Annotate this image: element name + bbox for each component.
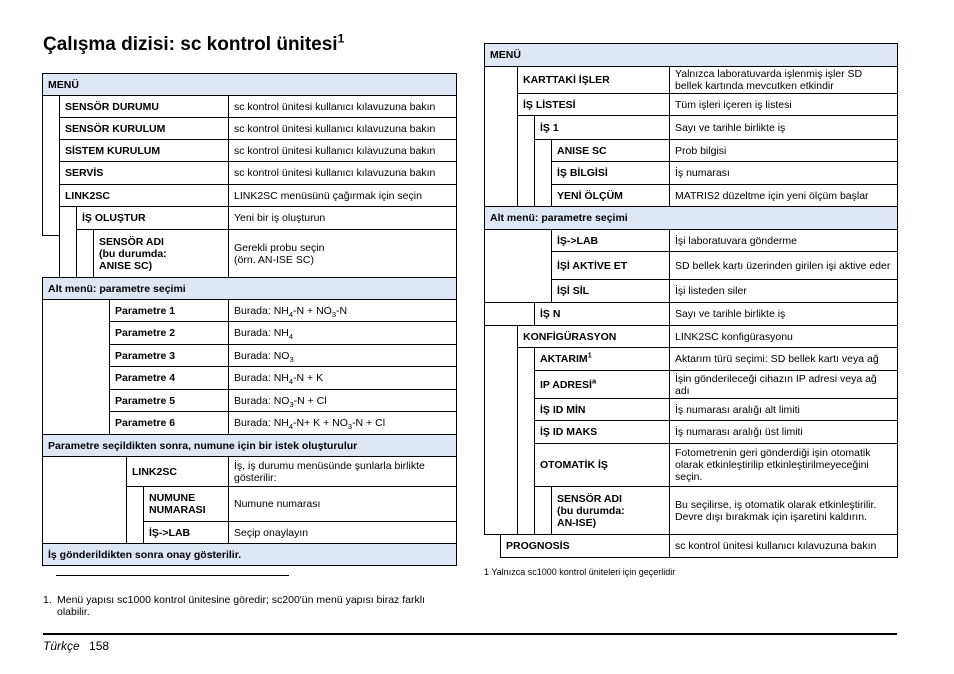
menu-item-numune-numarasi: NUMUNE NUMARASI	[143, 486, 229, 522]
param-4-label: Parametre 4	[109, 366, 229, 390]
menu-item-prognosis: PROGNOSİS	[500, 534, 670, 558]
footer-language: Türkçe	[43, 639, 80, 653]
indent-spacer	[534, 486, 552, 535]
param-6-label: Parametre 6	[109, 411, 229, 435]
menu-item-aktarim: AKTARIM$^1$	[534, 347, 670, 371]
menu-desc-is-listesi: Tüm işleri içeren iş listesi	[669, 93, 898, 116]
menu-item-sensor-adi: SENSÖR ADI (bu durumda: AN-ISE)	[551, 486, 670, 535]
menu-item-isi-sil: İŞİ SİL	[551, 279, 670, 303]
menu-header: MENÜ	[484, 43, 898, 67]
footnote-number: 1.	[43, 594, 52, 606]
menu-item-isi-aktive-et: İŞİ AKTİVE ET	[551, 251, 670, 280]
indent-spacer	[59, 206, 77, 278]
indent-spacer	[42, 95, 60, 236]
page-number: 158	[89, 639, 110, 653]
menu-desc-link2sc: LINK2SC menüsünü çağırmak için seçin	[228, 184, 457, 207]
menu-desc-servis: sc kontrol ünitesi kullanıcı kılavuzuna bakın	[228, 161, 457, 185]
param-5-label: Parametre 5	[109, 389, 229, 412]
menu-item-is-olustur: İŞ OLUŞTUR	[76, 206, 229, 230]
menu-desc-konfigurasyon: LINK2SC konfigürasyonu	[669, 325, 898, 348]
indent-spacer	[76, 229, 94, 278]
menu-desc-link2sc-2: İş, iş durumu menüsünde şunlarla birlikte gösterilir:	[228, 456, 457, 487]
menu-item-is-bilgisi: İŞ BİLGİSİ	[551, 161, 670, 185]
menu-desc-is-id-maks: İş numarası aralığı üst limiti	[669, 420, 898, 444]
menu-desc-otomatik-is: Fotometrenin geri gönderdiği işin otomatik olarak etkinleştirilip etkinleştirilmeyeceğini seçin.	[669, 443, 898, 487]
menu-desc-yeni-olcum: MATRIS2 düzeltme için yeni ölçüm başlar	[669, 184, 898, 207]
menu-desc-isi-sil: İşi listeden siler	[669, 279, 898, 303]
menu-desc-is-bilgisi: İş numarası	[669, 161, 898, 185]
menu-item-link2sc: LINK2SC	[59, 184, 229, 207]
indent-spacer	[517, 115, 535, 207]
menu-item-is-n: İŞ N	[534, 302, 670, 326]
indent-spacer	[484, 302, 535, 326]
menu-item-is-id-min: İŞ ID MİN	[534, 398, 670, 421]
menu-desc-sistem-kurulum: sc kontrol ünitesi kullanıcı kılavuzuna bakın	[228, 139, 457, 162]
menu-item-otomatik-is: OTOMATİK İŞ	[534, 443, 670, 487]
menu-desc-sensor-adi: Gerekli probu seçin (örn. AN-ISE SC)	[228, 229, 457, 278]
menu-item-sensor-adi: SENSÖR ADI (bu durumda: ANISE SC)	[93, 229, 229, 278]
menu-item-servis: SERVİS	[59, 161, 229, 185]
menu-desc-is-1: Sayı ve tarihle birlikte iş	[669, 115, 898, 140]
indent-spacer	[42, 456, 127, 544]
menu-item-is-id-maks: İŞ ID MAKS	[534, 420, 670, 444]
footnote-right: 1 Yalnızca sc1000 kontrol üniteleri için geçerlidir	[484, 567, 676, 577]
menu-item-link2sc-2: LINK2SC	[126, 456, 229, 487]
indent-spacer	[126, 486, 144, 544]
menu-desc-is-id-min: İş numarası aralığı alt limiti	[669, 398, 898, 421]
menu-item-konfigurasyon: KONFİGÜRASYON	[517, 325, 670, 348]
page-footer	[43, 639, 109, 653]
menu-desc-sensor-adi: Bu seçilirse, iş otomatik olarak etkinleştirilir. Devre dışı bırakmak için işaretini kaldırın.	[669, 486, 898, 535]
menu-item-is-listesi: İŞ LİSTESİ	[517, 93, 670, 116]
menu-desc-sensor-durumu: sc kontrol ünitesi kullanıcı kılavuzuna bakın	[228, 95, 457, 118]
param-1-label: Parametre 1	[109, 299, 229, 322]
footnote-divider	[56, 575, 289, 576]
submenu-header: Alt menü: parametre seçimi	[484, 206, 898, 230]
indent-spacer	[42, 299, 110, 436]
menu-item-sistem-kurulum: SİSTEM KURULUM	[59, 139, 229, 162]
menu-desc-sensor-kurulum: sc kontrol ünitesi kullanıcı kılavuzuna bakın	[228, 117, 457, 140]
menu-desc-aktarim: Aktarım türü seçimi: SD bellek kartı veya ağ	[669, 347, 898, 371]
indent-spacer	[484, 325, 518, 535]
menu-item-yeni-olcum: YENİ ÖLÇÜM	[551, 184, 670, 207]
menu-desc-isi-aktive-et: SD bellek kartı üzerinden girilen işi aktive eder	[669, 251, 898, 280]
menu-item-is-1: İŞ 1	[534, 115, 670, 140]
page-title: Çalışma dizisi: sc kontrol ünitesi$^1$	[43, 31, 345, 55]
menu-item-ip-adresi: IP ADRESİ$^a$	[534, 370, 670, 399]
after-param-header: Parametre seçildikten sonra, numune için bir istek oluşturulur	[42, 434, 457, 457]
param-4-desc: Burada: $NH_4-N + K$	[228, 366, 457, 390]
menu-desc-karttaki-isler: Yalnızca laboratuvarda işlenmiş işler SD bellek kartında mevcutken etkindir	[669, 66, 898, 94]
menu-desc-is-lab: Seçip onaylayın	[228, 521, 457, 544]
menu-desc-is-n: Sayı ve tarihle birlikte iş	[669, 302, 898, 326]
menu-item-anise-sc: ANISE SC	[551, 139, 670, 162]
param-3-desc: Burada: $NO_3$	[228, 344, 457, 367]
menu-desc-numune-numarasi: Numune numarası	[228, 486, 457, 522]
indent-spacer	[534, 139, 552, 207]
menu-header: MENÜ	[42, 73, 457, 96]
param-1-desc: Burada: $NH_4-N + NO_3-N$	[228, 299, 457, 322]
menu-desc-prognosis: sc kontrol ünitesi kullanıcı kılavuzuna bakın	[669, 534, 898, 558]
param-6-desc: Burada: $NH_4-N+ K + NO_3-N + Cl$	[228, 411, 457, 435]
menu-item-is-lab: İŞ->LAB	[143, 521, 229, 544]
footnote-left	[43, 594, 455, 618]
confirm-header: İş gönderildikten sonra onay gösterilir.	[42, 543, 457, 566]
param-2-desc: Burada: $NH_4$	[228, 321, 457, 345]
indent-spacer	[484, 66, 518, 207]
param-3-label: Parametre 3	[109, 344, 229, 367]
menu-item-sensor-durumu: SENSÖR DURUMU	[59, 95, 229, 118]
footnote-text: Menü yapısı sc1000 kontrol ünitesine göredir; sc200'ün menü yapısı biraz farklı olabilir.	[57, 594, 425, 618]
submenu-header: Alt menü: parametre seçimi	[42, 277, 457, 300]
menu-item-is-lab: İŞ->LAB	[551, 229, 670, 252]
indent-spacer	[517, 347, 535, 535]
indent-spacer	[484, 229, 552, 303]
param-5-desc: Burada: $NO_3-N + Cl$	[228, 389, 457, 412]
menu-desc-anise-sc: Prob bilgisi	[669, 139, 898, 162]
menu-desc-is-lab: İşi laboratuvara gönderme	[669, 229, 898, 252]
param-2-label: Parametre 2	[109, 321, 229, 345]
menu-item-karttaki-isler: KARTTAKİ İŞLER	[517, 66, 670, 94]
menu-item-sensor-kurulum: SENSÖR KURULUM	[59, 117, 229, 140]
footer-rule	[43, 633, 897, 635]
menu-desc-is-olustur: Yeni bir iş oluşturun	[228, 206, 457, 230]
menu-desc-ip-adresi: İşin gönderileceği cihazın IP adresi veya ağ adı	[669, 370, 898, 399]
